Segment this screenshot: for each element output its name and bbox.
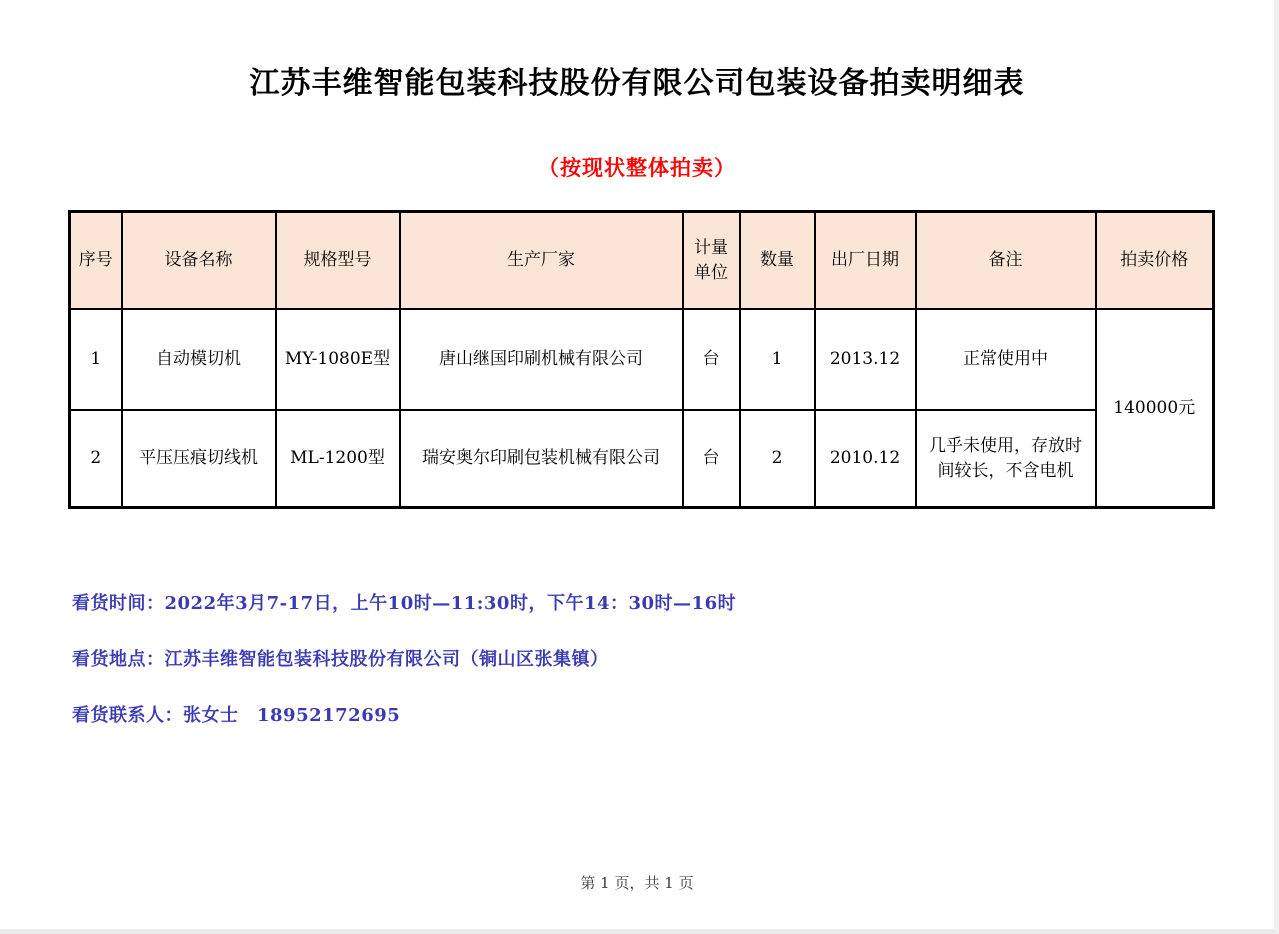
col-header-remark: 备注	[916, 212, 1096, 310]
col-header-seq: 序号	[70, 212, 122, 310]
cell-model: ML-1200型	[276, 410, 400, 508]
col-header-auction-price: 拍卖价格	[1096, 212, 1214, 310]
cell-auction-price-merged: 140000元	[1096, 309, 1214, 508]
table-row	[70, 309, 1214, 410]
cell-unit: 台	[683, 309, 740, 410]
cell-quantity: 1	[740, 309, 815, 410]
page-subtitle: （按现状整体拍卖）	[538, 155, 736, 180]
cell-manufacturer: 唐山继国印刷机械有限公司	[400, 309, 683, 410]
col-header-equipment-name: 设备名称	[122, 212, 276, 310]
note-viewing-time: 看货时间：2022年3月7-17日，上午10时—11:30时，下午14：30时—16时	[72, 593, 737, 614]
cell-model: MY-1080E型	[276, 309, 400, 410]
col-header-manufacturer: 生产厂家	[400, 212, 683, 310]
cell-factory-date: 2010.12	[815, 410, 916, 508]
col-header-model: 规格型号	[276, 212, 400, 310]
table-row	[70, 410, 1214, 508]
cell-unit: 台	[683, 410, 740, 508]
note-viewing-location: 看货地点：江苏丰维智能包装科技股份有限公司（铜山区张集镇）	[72, 649, 609, 670]
note-viewing-contact: 看货联系人：张女士 18952172695	[72, 705, 401, 726]
cell-equipment-name: 自动模切机	[122, 309, 276, 410]
cell-manufacturer: 瑞安奥尔印刷包装机械有限公司	[400, 410, 683, 508]
col-header-factory-date: 出厂日期	[815, 212, 916, 310]
col-header-quantity: 数量	[740, 212, 815, 310]
equipment-auction-table	[68, 210, 1215, 509]
col-header-unit: 计量单位	[683, 212, 740, 310]
cell-equipment-name: 平压压痕切线机	[122, 410, 276, 508]
cell-quantity: 2	[740, 410, 815, 508]
page-number: 第 1 页，共 1 页	[580, 874, 694, 892]
cell-remark: 正常使用中	[916, 309, 1096, 410]
cell-factory-date: 2013.12	[815, 309, 916, 410]
cell-remark: 几乎未使用，存放时间较长，不含电机	[916, 410, 1096, 508]
cell-seq: 2	[70, 410, 122, 508]
page-title: 江苏丰维智能包装科技股份有限公司包装设备拍卖明细表	[249, 66, 1025, 101]
viewing-notes	[72, 593, 1274, 727]
cell-seq: 1	[70, 309, 122, 410]
table-header-row	[70, 212, 1214, 310]
